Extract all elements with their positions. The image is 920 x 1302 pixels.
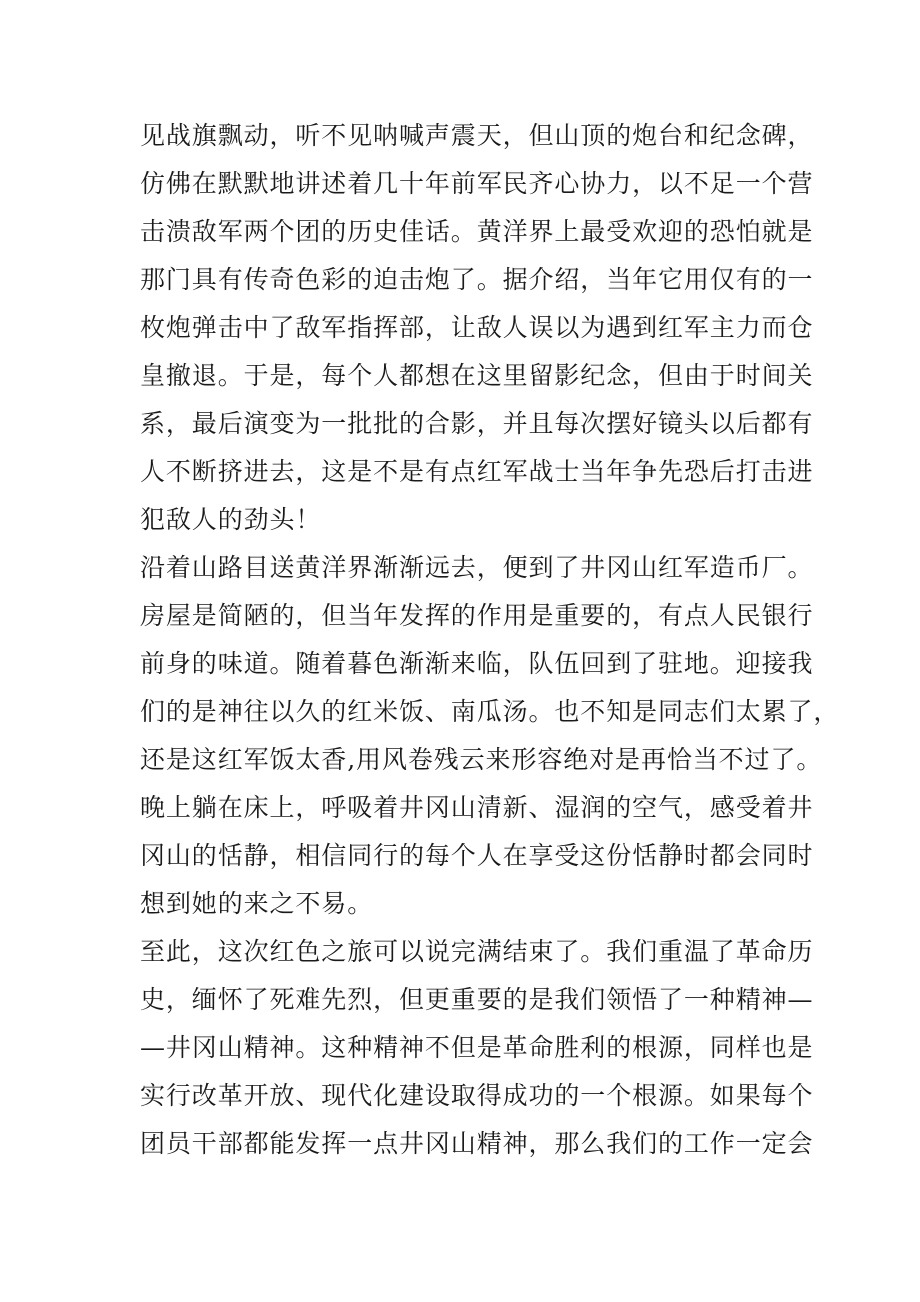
text-line-2: 仿佛在默默地讲述着几十年前军民齐心协力，以不足一个营: [140, 169, 814, 198]
text-line-8: 人不断挤进去，这是不是有点红军战士当年争先恐后打击进: [140, 457, 814, 486]
text-line-19: 史，缅怀了死难先烈，但更重要的是我们领悟了一种精神—: [140, 985, 814, 1014]
body-text: [140, 112, 840, 1168]
text-line-5: 枚炮弹击中了敌军指挥部，让敌人误以为遇到红军主力而仓: [140, 313, 814, 342]
text-line-12: 前身的味道。随着暮色渐渐来临，队伍回到了驻地。迎接我: [140, 649, 814, 678]
text-line-13: 们的是神往以久的红米饭、南瓜汤。也不知是同志们太累了，: [140, 697, 840, 726]
text-line-21: 实行改革开放、现代化建设取得成功的一个根源。如果每个: [140, 1081, 814, 1110]
text-line-3: 击溃敌军两个团的历史佳话。黄洋界上最受欢迎的恐怕就是: [140, 217, 814, 246]
text-line-4: 那门具有传奇色彩的迫击炮了。据介绍，当年它用仅有的一: [140, 265, 814, 294]
text-line-7: 系，最后演变为一批批的合影，并且每次摆好镜头以后都有: [140, 409, 814, 438]
text-line-17: 想到她的来之不易。: [140, 889, 374, 918]
text-line-6: 皇撤退。于是，每个人都想在这里留影纪念，但由于时间关: [140, 361, 814, 390]
text-line-14: 还是这红军饭太香,用风卷残云来形容绝对是再恰当不过了。: [140, 745, 823, 774]
text-line-9: 犯敌人的劲头！: [140, 505, 322, 534]
text-line-20: —井冈山精神。这种精神不但是革命胜利的根源，同样也是: [140, 1033, 814, 1062]
text-line-15: 晚上躺在床上，呼吸着井冈山清新、湿润的空气，感受着井: [140, 793, 814, 822]
text-line-16: 冈山的恬静，相信同行的每个人在享受这份恬静时都会同时: [140, 841, 814, 870]
text-line-1: 见战旗飘动，听不见呐喊声震天，但山顶的炮台和纪念碑，: [140, 121, 814, 150]
text-line-18: 至此，这次红色之旅可以说完满结束了。我们重温了革命历: [140, 937, 814, 966]
text-line-22: 团员干部都能发挥一点井冈山精神，那么我们的工作一定会: [140, 1129, 814, 1158]
text-line-10: 沿着山路目送黄洋界渐渐远去，便到了井冈山红军造币厂。: [140, 553, 814, 582]
text-line-11: 房屋是简陋的，但当年发挥的作用是重要的，有点人民银行: [140, 601, 814, 630]
